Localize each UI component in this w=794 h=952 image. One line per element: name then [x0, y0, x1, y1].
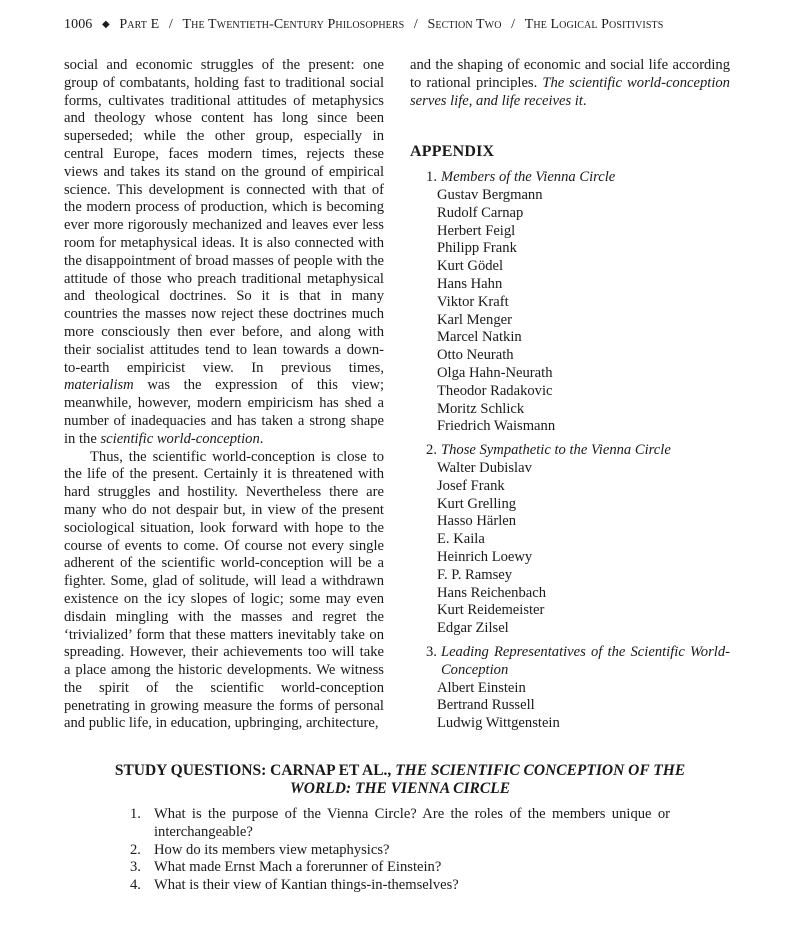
list-item: Edgar Zilsel — [437, 620, 509, 637]
list-item: Gustav Bergmann — [437, 186, 543, 203]
list-number: 3. — [130, 859, 141, 876]
list-item: Herbert Feigl — [437, 222, 516, 239]
list-number: 2. — [130, 841, 141, 858]
name-list — [410, 680, 730, 733]
paragraph-text: social and economic struggles of the present: one group of combatants, holding fast to traditional social forms, cultivates traditional attitudes of metaphysics and theology whose content has long since been superseded; while the other group, especially in central Europe, faces modern times, rejects these views and takes its stand on the ground of empirical science. This development is connected with that of the modern process of production, which is becoming ever more rigorously mechanized and leaves ever less room for metaphysical ideas. It is also connected with the disappointment of broad masses of people with the attitude of those who preach traditional metaphysical and theological doctrines. So it is that in many countries the masses now reject these doctrines much more consciously then ever before, and along with their socialist attitudes tend to lean towards a down-to-earth empiricist view. In previous times, — [64, 57, 384, 376]
list-item: Hasso Härlen — [437, 513, 517, 530]
list-number: 3. — [426, 643, 437, 660]
heading-text: STUDY QUESTIONS: CARNAP ET AL., — [114, 762, 396, 779]
body-paragraph: Thus, the scientific world-conception is close to the life of the present. Certainly it is threatened with hard struggles and hostility. Nevertheless there are many who do not despair but, in view of the present sociological situation, look forward with hope to the course of events to come. Of course not every single adherent of the scientific world-conception will be a fighter. Some, glad of solitude, will lead a withdrawn existence on the icy slopes of logic; some may even disdain mingling with the masses and regret the ‘trivialized’ form that these matters inevitably take on spreading. However, their achievements too will take a place among the historic developments. We witness the spirit of the scientific world-conception penetrating in growing measure the forms of personal and public life, in education, upbringing, architecture, — [64, 448, 384, 732]
paragraph-text: was the expression of this view; meanwhile, however, modern empiricism has shed a number of inadequacies and has taken a strong shape in the — [64, 377, 384, 447]
list-item: Josef Frank — [437, 477, 505, 494]
body-paragraph — [64, 57, 384, 449]
list-item: Heinrich Loewy — [437, 548, 533, 565]
list-item: Hans Reichenbach — [437, 584, 547, 601]
part-label: Part E — [119, 17, 160, 32]
section-title: The Twentieth-Century Philosophers — [182, 17, 405, 32]
list-item — [130, 806, 670, 842]
appendix-section-members — [410, 169, 730, 436]
heading-work-title: THE SCIENTIFIC CONCEPTION OF THE WORLD: THE VIENNA CIRCLE — [289, 762, 686, 797]
list-number: 1. — [130, 806, 141, 822]
list-item — [130, 842, 670, 860]
slash-divider: / — [511, 17, 516, 32]
question-text: How do its members view metaphysics? — [154, 841, 390, 858]
list-item: Olga Hahn-Neurath — [437, 364, 553, 381]
list-item: Viktor Kraft — [437, 293, 509, 310]
emphasis-scientific-world-conception: scientific world-conception — [100, 430, 260, 447]
list-number: 1. — [426, 169, 437, 186]
list-item: Bertrand Russell — [437, 697, 535, 714]
question-text: What made Ernst Mach a forerunner of Einstein? — [154, 859, 442, 876]
list-number: 2. — [426, 442, 437, 459]
question-text: What is the purpose of the Vienna Circle? Are the roles of the members unique or interchangeable? — [154, 806, 670, 840]
paragraph-text: and the shaping of economic and social life according to rational principles. — [410, 57, 730, 91]
body-paragraph — [410, 57, 730, 110]
list-item: E. Kaila — [437, 531, 485, 548]
appendix-section-sympathetic — [410, 442, 730, 638]
slash-divider: / — [168, 17, 173, 32]
right-column — [410, 57, 730, 739]
list-item: Philipp Frank — [437, 240, 517, 257]
study-questions-heading — [100, 762, 700, 798]
chapter-title: The Logical Positivists — [524, 17, 664, 32]
list-item: Kurt Grelling — [437, 495, 517, 512]
list-item: Albert Einstein — [437, 679, 526, 696]
page-number: 1006 — [64, 17, 93, 32]
question-text: What is their view of Kantian things-in-themselves? — [154, 877, 459, 894]
name-list — [410, 187, 730, 436]
list-item: Kurt Gödel — [437, 258, 504, 275]
list-item: Ludwig Wittgenstein — [437, 715, 560, 732]
appendix-section-leading — [410, 644, 730, 733]
section-label: Section Two — [427, 17, 502, 32]
section-label: Members of the Vienna Circle — [441, 169, 616, 186]
list-item: Kurt Reidemeister — [437, 602, 545, 619]
list-item — [130, 859, 670, 877]
name-list — [410, 460, 730, 638]
list-item: F. P. Ramsey — [437, 566, 513, 583]
appendix-heading: APPENDIX — [410, 143, 495, 161]
list-item: Moritz Schlick — [437, 400, 525, 417]
list-item: Theodor Radakovic — [437, 382, 553, 399]
emphasis-materialism: materialism — [64, 377, 134, 394]
list-number: 4. — [130, 877, 141, 894]
running-head — [64, 17, 744, 33]
list-item: Hans Hahn — [437, 275, 503, 292]
list-item: Otto Neurath — [437, 347, 514, 364]
slash-divider: / — [413, 17, 418, 32]
emphasis-closing: The scientific world-conception serves life, and life receives it — [410, 74, 730, 109]
paragraph-text: . — [259, 430, 264, 447]
study-questions-list — [130, 806, 670, 895]
list-item: Karl Menger — [437, 311, 512, 328]
left-column — [64, 57, 384, 733]
section-label: Leading Representatives of the Scientific World-Conception — [440, 643, 730, 678]
paragraph-text: . — [582, 92, 587, 109]
list-item: Marcel Natkin — [437, 329, 522, 346]
list-item: Walter Dubislav — [437, 459, 532, 476]
list-item — [130, 877, 670, 895]
list-item: Friedrich Waismann — [437, 418, 556, 435]
diamond-icon: ◆ — [102, 19, 110, 30]
section-label: Those Sympathetic to the Vienna Circle — [441, 442, 671, 459]
list-item: Rudolf Carnap — [437, 204, 524, 221]
